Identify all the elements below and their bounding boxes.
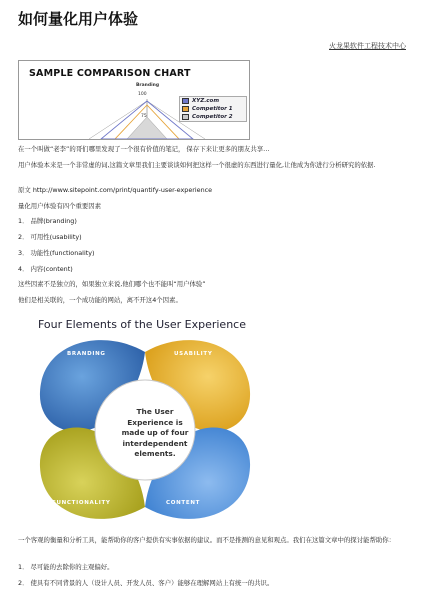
- page-title: 如何量化用户体验: [18, 10, 139, 28]
- legend-swatch: [182, 98, 189, 104]
- legend-label: XYZ.com: [192, 98, 220, 104]
- legend-swatch: [182, 114, 189, 120]
- paragraph-tool: 一个客观的衡量和分析工具，能帮助你的客户提供有实事依据的建议。而不是推测的意见和观点。我们在这篇文章中的探讨能帮助你：: [18, 536, 396, 544]
- factors-intro: 量化用户体验有四个重要因素: [18, 202, 102, 210]
- source-link[interactable]: 原文 http://www.sitepoint.com/print/quantify-user-experience: [18, 186, 213, 194]
- chart-legend: [179, 96, 247, 122]
- label-usability: USABILITY: [174, 351, 213, 357]
- center-line: made up of four: [121, 428, 189, 437]
- legend-item-xyz: [180, 97, 246, 105]
- paragraph-independence: 这些因素不是独立的，如果独立来说,他们哪个也不能叫“用户体验”: [18, 280, 206, 288]
- label-branding: BRANDING: [67, 351, 106, 357]
- diagram-title: Four Elements of the User Experience: [38, 318, 246, 331]
- help-item-1: 1． 尽可能的去除你的主观偏好。: [18, 563, 114, 571]
- radar-tick-75: 75: [141, 114, 147, 119]
- legend-label: Competitor 2: [192, 114, 233, 120]
- center-line: The User: [136, 407, 174, 416]
- factor-item-usability: 2． 可用性(usability): [18, 233, 82, 241]
- center-line: Experience is: [127, 417, 183, 427]
- radar-tick-100: 100: [138, 92, 147, 97]
- comparison-chart: [18, 60, 250, 140]
- center-line: elements.: [134, 449, 176, 458]
- help-item-2: 2． 使具有不同背景的人（设计人员、开发人员、客户）能够在理解网站上有统一的共识。: [18, 579, 274, 587]
- chart-title: SAMPLE COMPARISON CHART: [29, 68, 191, 79]
- factor-item-content: 4． 内容(content): [18, 265, 73, 273]
- label-content: CONTENT: [166, 500, 201, 506]
- legend-swatch: [182, 106, 189, 112]
- legend-item-competitor-1: [180, 105, 246, 113]
- factor-item-branding: 1． 品牌(branding): [18, 217, 77, 225]
- org-link[interactable]: 火龙果软件工程技术中心: [329, 42, 406, 50]
- paragraph-related: 他们是相关联的，一个成功能的网站，离不开这4个因素。: [18, 296, 182, 304]
- center-line: interdependent: [122, 438, 188, 448]
- legend-label: Competitor 1: [192, 106, 233, 112]
- radar-axis-label: Branding: [136, 83, 160, 88]
- factor-item-functionality: 3． 功能性(functionality): [18, 249, 95, 257]
- paragraph-intro: 在一个叫做“老李”的哥们哪里发现了一个很有价值的笔记， 保存下来让更多的朋友共享…: [18, 145, 270, 153]
- center-text: [115, 407, 195, 460]
- four-elements-diagram: [32, 332, 258, 527]
- paragraph-definition: 用户体验本来是一个非常虚的词,这篇文章里我们主要谈谈如何把这样一个很虚的东西进行量化,让他成为你进行分析研究的依据.: [18, 161, 376, 169]
- legend-item-competitor-2: [180, 113, 246, 121]
- label-functionality: FUNCTIONALITY: [52, 500, 111, 506]
